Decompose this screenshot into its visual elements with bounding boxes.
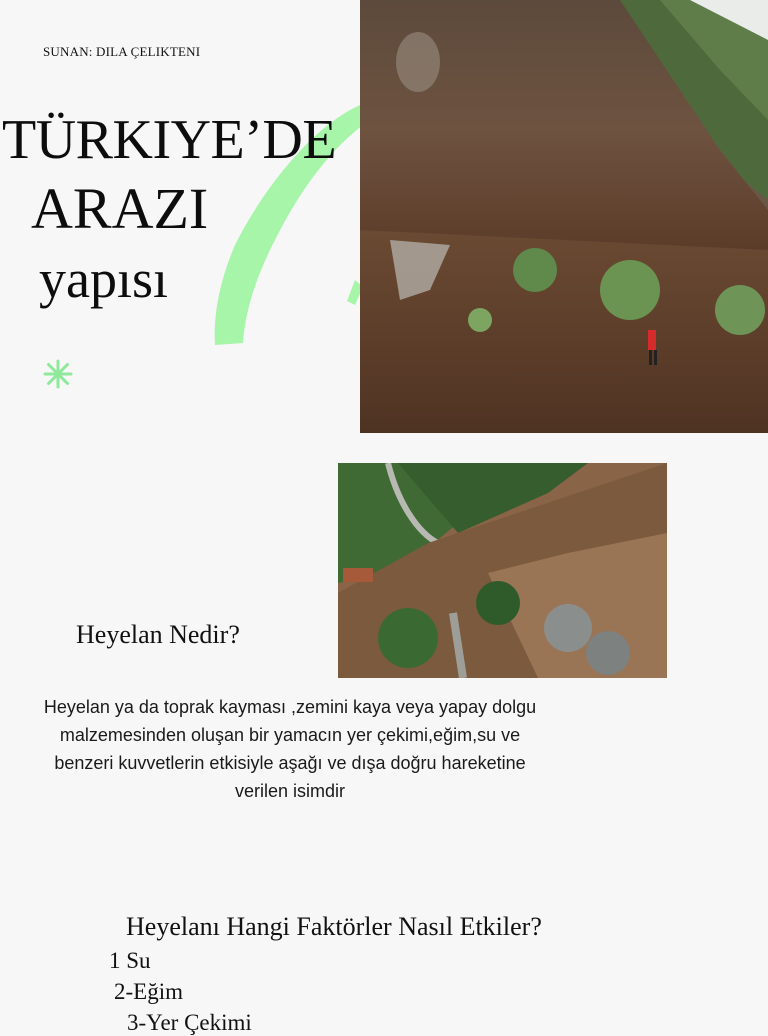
title-line-1: TÜRKIYE’DE — [2, 109, 337, 171]
factor-item-2: 2-Eğim — [114, 979, 183, 1004]
section-heading-what-is-landslide: Heyelan Nedir? — [76, 620, 240, 649]
factor-item-1: 1 Su — [109, 948, 151, 973]
title-line-3: yapısı — [39, 249, 168, 309]
aerial-landslide-photo — [338, 463, 667, 678]
definition-paragraph: Heyelan ya da toprak kayması ,zemini kaya veya yapay dolgu malzemesinden oluşan bir yamacın yer çekimi,eğim,su ve benzeri kuvvetlerin etkisiyle aşağı ve dışa doğru hareketine verilen isimdir — [43, 697, 537, 801]
section-heading-factors: Heyelanı Hangi Faktörler Nasıl Etkiler? — [126, 912, 542, 941]
asterisk-icon — [42, 358, 74, 390]
factor-item-3: 3-Yer Çekimi — [127, 1010, 252, 1035]
landslide-photo — [360, 0, 768, 433]
title-line-2: ARAZI — [31, 176, 209, 241]
author-label: SUNAN: DILA ÇELIKTENI — [43, 44, 201, 59]
